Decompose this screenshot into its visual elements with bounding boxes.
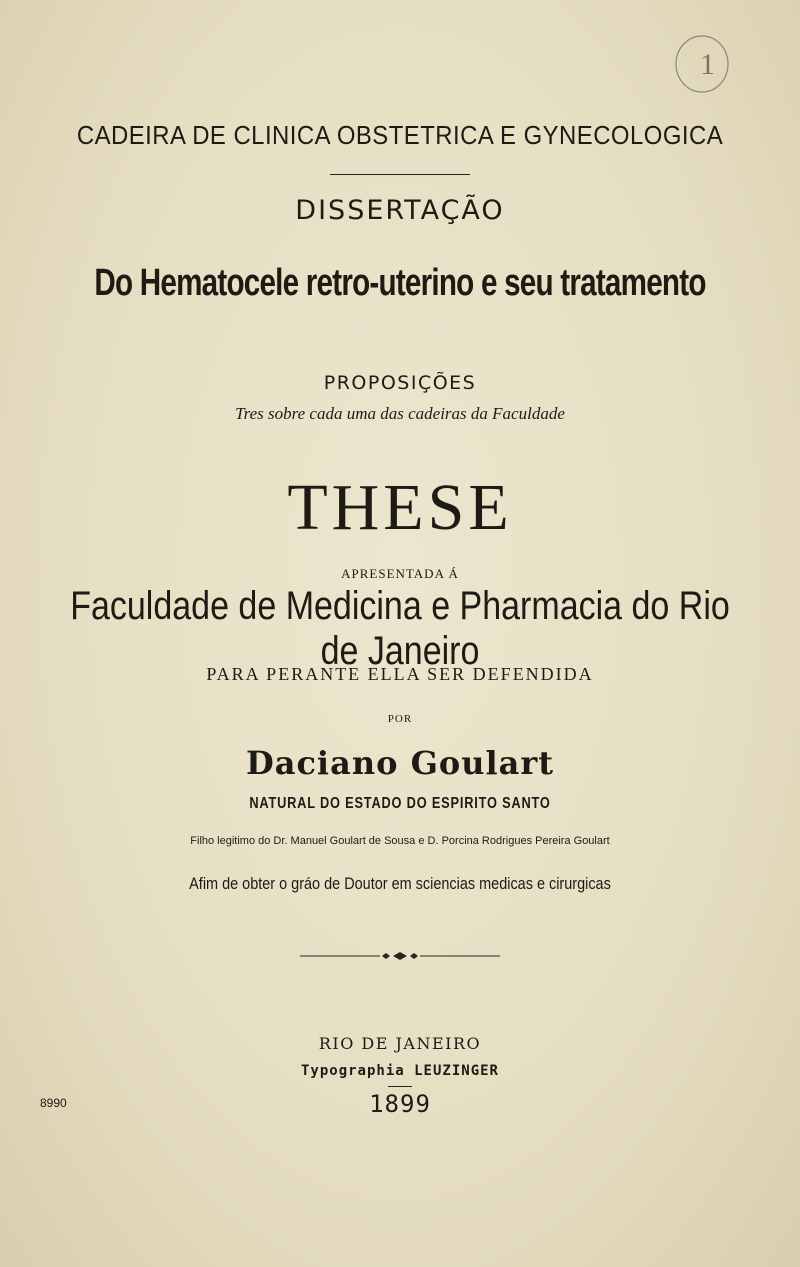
ornament-divider [300,950,500,962]
propositions-note: Tres sobre cada uma das cadeiras da Faculdade [235,404,565,423]
imprint-city: RIO DE JANEIRO [318,1034,482,1053]
imprint-year: 1899 [369,1090,431,1118]
faculty-name: Faculdade de Medicina e Pharmacia do Rio de Janeiro [70,584,730,673]
by-label: POR [387,713,413,725]
degree-purpose: Afim de obter o gráo de Doutor em sciencias medicas e cirurgicas [189,874,611,893]
author-parents: Filho legitimo do Dr. Manuel Goulart de Sousa e D. Porcina Rodrigues Pereira Goulart [190,835,610,847]
stamp-number: 1 [700,48,715,81]
propositions-label: PROPOSIÇÕES [323,372,477,394]
author-origin: NATURAL DO ESTADO DO ESPIRITO SANTO [249,795,551,812]
dissertation-subject: Do Hematocele retro-uterino e seu tratamento [94,262,706,304]
imprint-printer: Typographia LEUZINGER [300,1063,499,1079]
library-stamp [670,30,730,94]
header-rule [330,174,470,175]
author-name: Daciano Goulart [245,744,555,782]
presented-to: APRESENTADA Á [341,566,459,581]
shelf-number: 8990 [40,1096,67,1110]
defense-line: PARA PERANTE ELLA SER DEFENDIDA [206,664,594,684]
year-rule [388,1086,412,1087]
chair-heading: CADEIRA DE CLINICA OBSTETRICA E GYNECOLOGICA [76,120,724,150]
thesis-title: THESE [287,471,513,544]
dissertation-label: DISSERTAÇÃO [295,195,505,226]
